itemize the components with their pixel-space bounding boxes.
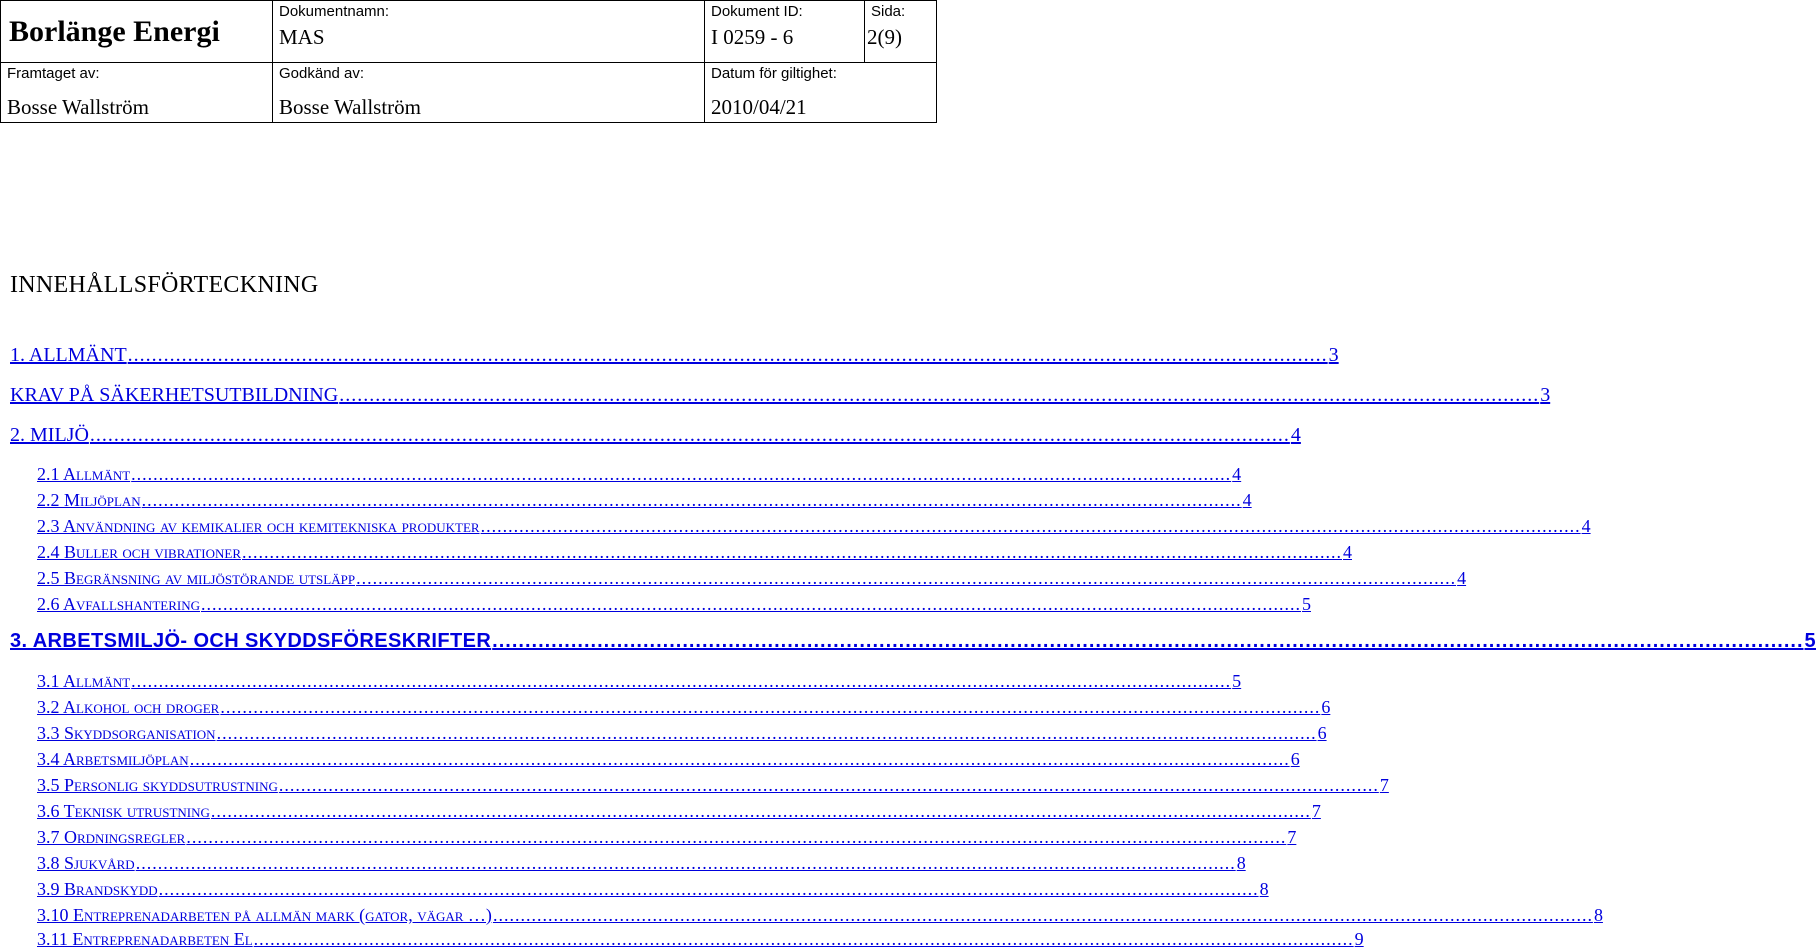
toc-entry-3-11[interactable]: 3.11 Entreprenadarbeten El ........................................................................................................................................................................................................ 9	[37, 929, 1364, 949]
toc-entry-text: 2.6 Avfallshantering	[37, 594, 200, 614]
toc-title: INNEHÅLLSFÖRTECKNING	[10, 272, 319, 298]
toc-entry-2[interactable]: 2. MILJÖ ........................................................................................................................................................................................................ 4	[10, 424, 1301, 446]
prepared-value: Bosse Wallström	[7, 95, 150, 119]
doc-id-value: I 0259 - 6	[711, 25, 794, 49]
toc-entry-text: 3.5 Personlig skyddsutrustning	[37, 775, 278, 795]
toc-entry-text: 2. MILJÖ	[10, 424, 89, 446]
toc-entry-2-4[interactable]: 2.4 Buller och vibrationer ........................................................................................................................................................................................................ 4	[37, 542, 1352, 562]
prepared-cell	[1, 63, 273, 123]
company-name: Borlänge Energi	[9, 15, 220, 48]
toc-entry-text: 2.2 Miljöplan	[37, 490, 141, 510]
toc-entry-3-3[interactable]: 3.3 Skyddsorganisation ........................................................................................................................................................................................................ 6	[37, 723, 1327, 743]
toc-entry-2-2[interactable]: 2.2 Miljöplan ........................................................................................................................................................................................................ 4	[37, 490, 1252, 510]
doc-name-label: Dokumentnamn:	[279, 3, 390, 20]
toc-entry-2-3[interactable]: 2.3 Användning av kemikalier och kemitekniska produkter ........................................................................................................................................................................................................ 4	[37, 516, 1591, 536]
toc-entry-2-6[interactable]: 2.6 Avfallshantering ........................................................................................................................................................................................................ 5	[37, 594, 1311, 614]
toc-entry-text: KRAV PÅ SÄKERHETSUTBILDNING	[10, 384, 339, 406]
toc-entry-3-1[interactable]: 3.1 Allmänt ........................................................................................................................................................................................................ 5	[37, 671, 1242, 691]
toc-entry-text: 3.11 Entreprenadarbeten El	[37, 929, 253, 949]
toc-entry-text: 3.1 Allmänt	[37, 671, 131, 691]
toc-entry-text: 2.1 Allmänt	[37, 464, 131, 484]
doc-id-label: Dokument ID:	[711, 3, 803, 20]
page-label: Sida:	[871, 3, 906, 20]
toc-entry-page: 7	[1379, 775, 1389, 795]
toc-entry-text: 2.5 Begränsning av miljöstörande utsläpp	[37, 568, 356, 588]
toc-entry-text: 3.8 Sjukvård	[37, 853, 135, 873]
toc-entry-3[interactable]: 3. ARBETSMILJÖ- OCH SKYDDSFÖRESKRIFTER ........................................................................................................................................................................................................ 5	[10, 630, 1816, 652]
page-cell	[865, 1, 937, 63]
toc-entry-3-4[interactable]: 3.4 Arbetsmiljöplan ........................................................................................................................................................................................................ 6	[37, 749, 1300, 769]
toc-entry-3-7[interactable]: 3.7 Ordningsregler ........................................................................................................................................................................................................ 7	[37, 827, 1297, 847]
approved-label: Godkänd av:	[279, 65, 365, 82]
doc-id-cell	[705, 1, 865, 63]
toc-entry-text: 2.4 Buller och vibrationer	[37, 542, 241, 562]
company-cell	[1, 1, 273, 63]
toc-entry-page: 4	[1242, 490, 1252, 510]
toc-entry-page: 4	[1581, 516, 1591, 536]
toc-entry-text: 3.6 Teknisk utrustning	[37, 801, 210, 821]
toc-entry-page: 4	[1290, 424, 1301, 446]
toc-entry-text: 3.9 Brandskydd	[37, 879, 158, 899]
toc-entry-1[interactable]: 1. ALLMÄNT ........................................................................................................................................................................................................ 3	[10, 344, 1339, 366]
toc-entry-page: 5	[1232, 671, 1242, 691]
toc-entry-page: 8	[1259, 879, 1269, 899]
approved-value: Bosse Wallström	[279, 95, 422, 119]
toc-entry-3-6[interactable]: 3.6 Teknisk utrustning ........................................................................................................................................................................................................ 7	[37, 801, 1321, 821]
doc-name-cell	[273, 1, 705, 63]
toc-entry-text: 3. ARBETSMILJÖ- OCH SKYDDSFÖRESKRIFTER	[10, 630, 492, 652]
valid-cell	[705, 63, 937, 123]
toc-entry-page: 4	[1232, 464, 1242, 484]
toc-entry-2-5[interactable]: 2.5 Begränsning av miljöstörande utsläpp ........................................................................................................................................................................................................ 4	[37, 568, 1467, 588]
toc-entry-3-2[interactable]: 3.2 Alkohol och droger ........................................................................................................................................................................................................ 6	[37, 697, 1331, 717]
toc-entry-text: 3.4 Arbetsmiljöplan	[37, 749, 189, 769]
toc-entry-page: 3	[1540, 384, 1551, 406]
toc-entry-page: 9	[1354, 929, 1364, 949]
toc-entry-page: 7	[1311, 801, 1321, 821]
toc-entry-3-10[interactable]: 3.10 Entreprenadarbeten på allmän mark (gator, vägar …) ........................................................................................................................................................................................................ 8	[37, 905, 1603, 925]
toc-entry-page: 8	[1593, 905, 1603, 925]
toc-entry-page: 5	[1301, 594, 1311, 614]
toc-entry-3-8[interactable]: 3.8 Sjukvård ........................................................................................................................................................................................................ 8	[37, 853, 1246, 873]
toc-entry-text: 3.3 Skyddsorganisation	[37, 723, 216, 743]
valid-label: Datum för giltighet:	[711, 65, 837, 82]
toc-entry-3-5[interactable]: 3.5 Personlig skyddsutrustning ........................................................................................................................................................................................................ 7	[37, 775, 1389, 795]
document-header-table	[0, 0, 937, 123]
page-value: 2(9)	[867, 25, 902, 49]
toc-entry-text: 3.2 Alkohol och droger	[37, 697, 220, 717]
toc-entry-text: 3.7 Ordningsregler	[37, 827, 186, 847]
toc-entry-page: 4	[1343, 542, 1352, 562]
prepared-label: Framtaget av:	[7, 65, 100, 82]
toc-entry-text: 1. ALLMÄNT	[10, 344, 127, 366]
toc-entry-text: 2.3 Användning av kemikalier och kemitekniska produkter	[37, 516, 480, 536]
toc-entry-page: 8	[1236, 853, 1246, 873]
toc-entry-2-1[interactable]: 2.1 Allmänt ........................................................................................................................................................................................................ 4	[37, 464, 1242, 484]
toc-entry-page: 4	[1457, 568, 1467, 588]
doc-name-value: MAS	[279, 25, 325, 49]
toc-entry-3-9[interactable]: 3.9 Brandskydd ........................................................................................................................................................................................................ 8	[37, 879, 1269, 899]
approved-cell	[273, 63, 705, 123]
toc-entry-krav[interactable]: KRAV PÅ SÄKERHETSUTBILDNING ........................................................................................................................................................................................................ 3	[10, 384, 1551, 406]
toc-entry-page: 3	[1328, 344, 1339, 366]
toc-entry-text: 3.10 Entreprenadarbeten på allmän mark (gator, vägar …)	[37, 905, 492, 925]
toc-entry-page: 7	[1287, 827, 1297, 847]
toc-entry-page: 6	[1321, 697, 1331, 717]
toc-entry-page: 5	[1804, 630, 1816, 652]
toc-entry-page: 6	[1317, 723, 1327, 743]
valid-value: 2010/04/21	[711, 95, 807, 119]
toc-entry-page: 6	[1290, 749, 1300, 769]
